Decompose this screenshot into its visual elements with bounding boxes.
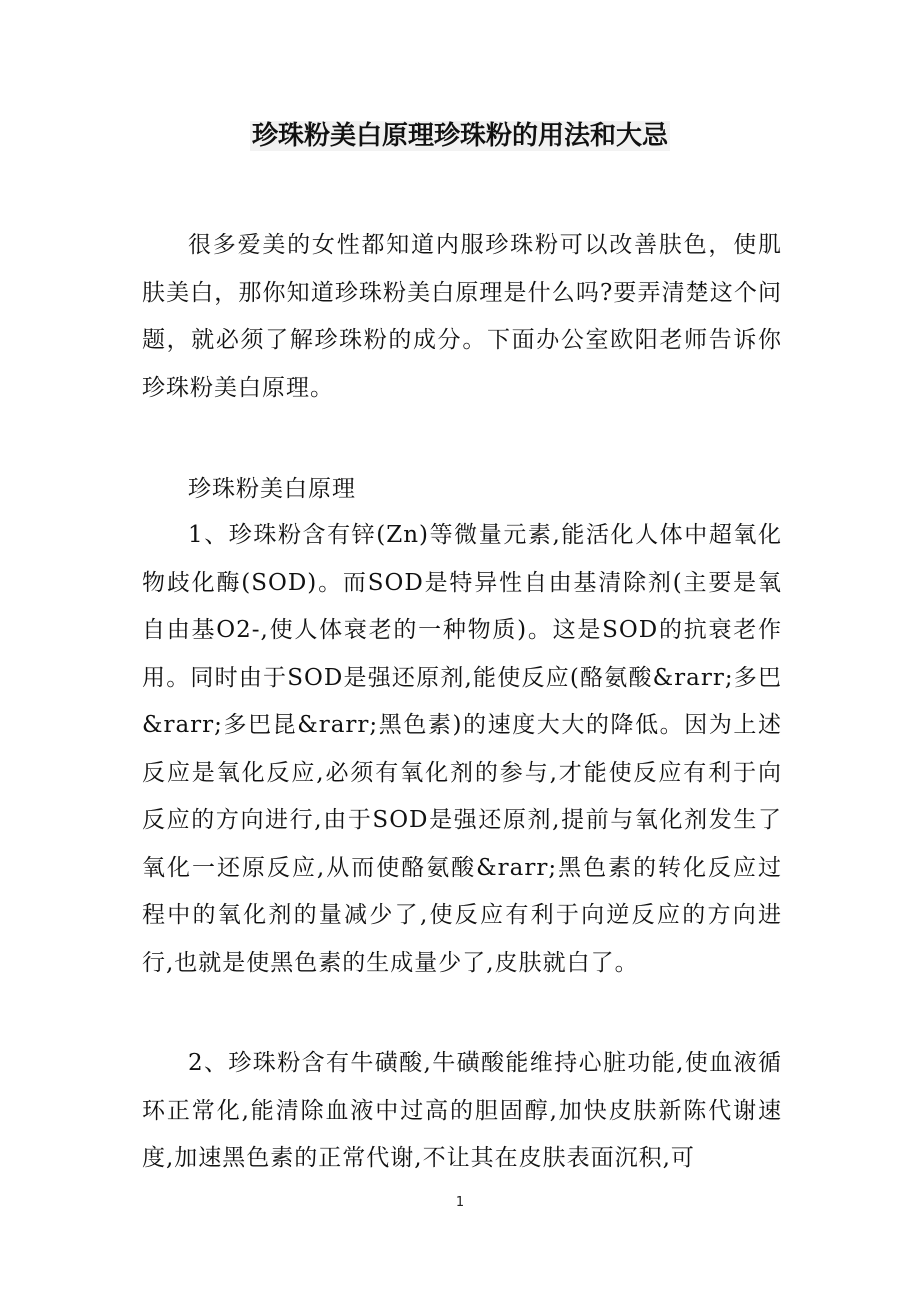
document-title-text: 珍珠粉美白原理珍珠粉的用法和大忌 bbox=[251, 121, 668, 151]
paragraph-1: 1、珍珠粉含有锌(Zn)等微量元素,能活化人体中超氧化物歧化酶(SOD)。而SOD是特异性自由基清除剂(主要是氧自由基O2-,使人体衰老的一种物质)。这是SOD的抗衰老作用。同时由于SOD是强还原剂,能使反应(酪氨酸&rarr;多巴&rarr;多巴昆&rarr;黑色素)的速度大大的降低。因为上述反应是氧化反应,必须有氧化剂的参与,才能使反应有利于向反应的方向进行,由于SOD是强还原剂,提前与氧化剂发生了氧化一还原反应,从而使酪氨酸&rarr;黑色素的转化反应过程中的氧化剂的量减少了,使反应有利于向逆反应的方向进行,也就是使黑色素的生成量少了,皮肤就白了。 bbox=[142, 522, 782, 976]
section-heading: 珍珠粉美白原理 bbox=[188, 476, 356, 502]
paragraph-2: 2、珍珠粉含有牛磺酸,牛磺酸能维持心脏功能,使血液循环正常化,能清除血液中过高的胆固醇,加快皮肤新陈代谢速度,加速黑色素的正常代谢,不让其在皮肤表面沉积,可 bbox=[142, 1050, 782, 1171]
page-number: 1 bbox=[455, 1195, 465, 1210]
intro-paragraph: 很多爱美的女性都知道内服珍珠粉可以改善肤色，使肌肤美白，那你知道珍珠粉美白原理是什么吗?要弄清楚这个问题，就必须了解珍珠粉的成分。下面办公室欧阳老师告诉你珍珠粉美白原理。 bbox=[142, 232, 782, 401]
document-title bbox=[0, 118, 920, 154]
